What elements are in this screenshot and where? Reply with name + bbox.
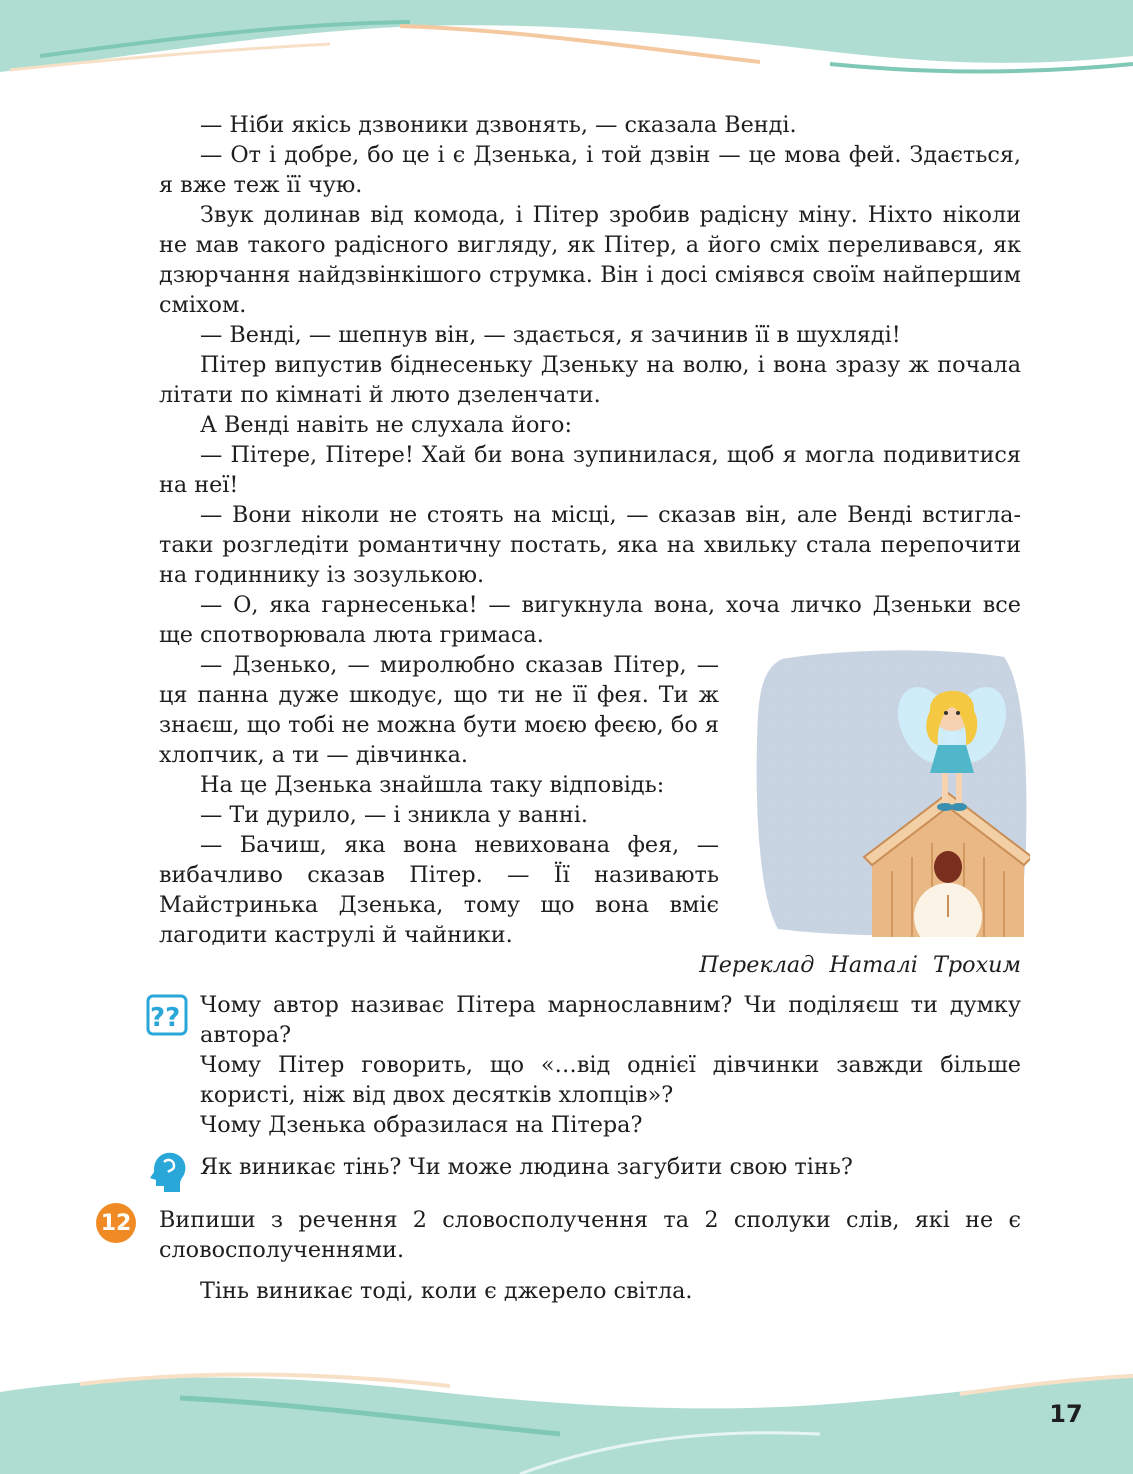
task-number-badge: 12 [96, 1203, 136, 1243]
story-paragraph: А Венді навіть не слухала його: [200, 412, 572, 438]
story-paragraph: — Венді, — шепнув він, — здається, я зачинив її в шухляді! [200, 322, 901, 348]
bottom-wave-decoration [0, 1364, 1133, 1474]
story-paragraph: — Дзенько, — миролюбно сказав Пітер, — ця панна дуже шкодує, що ти не її фея. Ти ж знаєш, що тобі не можна бути моєю феєю, бо я хлопчик, а ти — дівчинка. [159, 652, 719, 768]
svg-text:??: ?? [150, 1003, 181, 1033]
page-number: 17 [1049, 1400, 1083, 1428]
translation-credit: Переклад Наталі Трохим [699, 952, 1021, 978]
head-thinking-icon [146, 1148, 188, 1194]
task-sentence: Тінь виникає тоді, коли є джерело світла. [200, 1278, 693, 1304]
fairy-on-clock-illustration [752, 645, 1030, 937]
think-question: Як виникає тінь? Чи може людина загубити свою тінь? [200, 1154, 853, 1180]
story-paragraph: Пітер випустив біднесеньку Дзеньку на волю, і вона зразу ж почала літати по кімнаті й люто дзеленчати. [159, 352, 1021, 408]
story-paragraph: На це Дзенька знайшла таку відповідь: [200, 772, 665, 798]
story-text [159, 110, 1021, 650]
question-item: Чому Пітер говорить, що «…від однієї дівчинки завжди більше користі, ніж від двох десятків хлопців»? [200, 1052, 1021, 1108]
discussion-questions [200, 990, 1021, 1140]
story-paragraph: — О, яка гарнесенька! — вигукнула вона, хоча личко Дзеньки все ще спотворювала люта гримаса. [159, 592, 1021, 648]
story-paragraph: Звук долинав від комода, і Пітер зробив радісну міну. Ніхто ніколи не мав такого радісного вигляду, як Пітер, а його сміх переливався, як дзюрчання найдзвінкішого струмка. Він і досі сміявся своїм найпершим сміхом. [159, 202, 1021, 318]
story-paragraph: — От і добре, бо це і є Дзенька, і той дзвін — це мова фей. Здається, я вже теж її чую. [159, 142, 1021, 198]
story-paragraph: — Бачиш, яка вона невихована фея, — вибачливо сказав Пітер. — Її називають Майстринька Дзенька, тому що вона вміє лагодити каструлі й чайники. [159, 832, 719, 948]
task-instruction: Випиши з речення 2 словосполучення та 2 сполуки слів, які не є словосполученнями. [159, 1207, 1021, 1263]
question-item: Чому Дзенька образилася на Пітера? [200, 1112, 643, 1138]
story-paragraph: — Вони ніколи не стоять на місці, — сказав він, але Венді встигла-таки розгледіти романтичну постать, яка на хвильку стала перепочити на годиннику із зозулькою. [159, 502, 1021, 588]
question-marks-icon [146, 994, 188, 1036]
top-wave-decoration [0, 0, 1133, 90]
story-paragraph: — Пітере, Пітере! Хай би вона зупинилася, щоб я могла подивитися на неї! [159, 442, 1021, 498]
question-item: Чому автор називає Пітера марнославним? Чи поділяєш ти думку автора? [200, 992, 1021, 1048]
story-text-narrow [159, 650, 719, 950]
story-paragraph: — Ніби якісь дзвоники дзвонять, — сказала Венді. [200, 112, 797, 138]
story-paragraph: — Ти дурило, — і зникла у ванні. [200, 802, 588, 828]
task-text [159, 1205, 1021, 1265]
